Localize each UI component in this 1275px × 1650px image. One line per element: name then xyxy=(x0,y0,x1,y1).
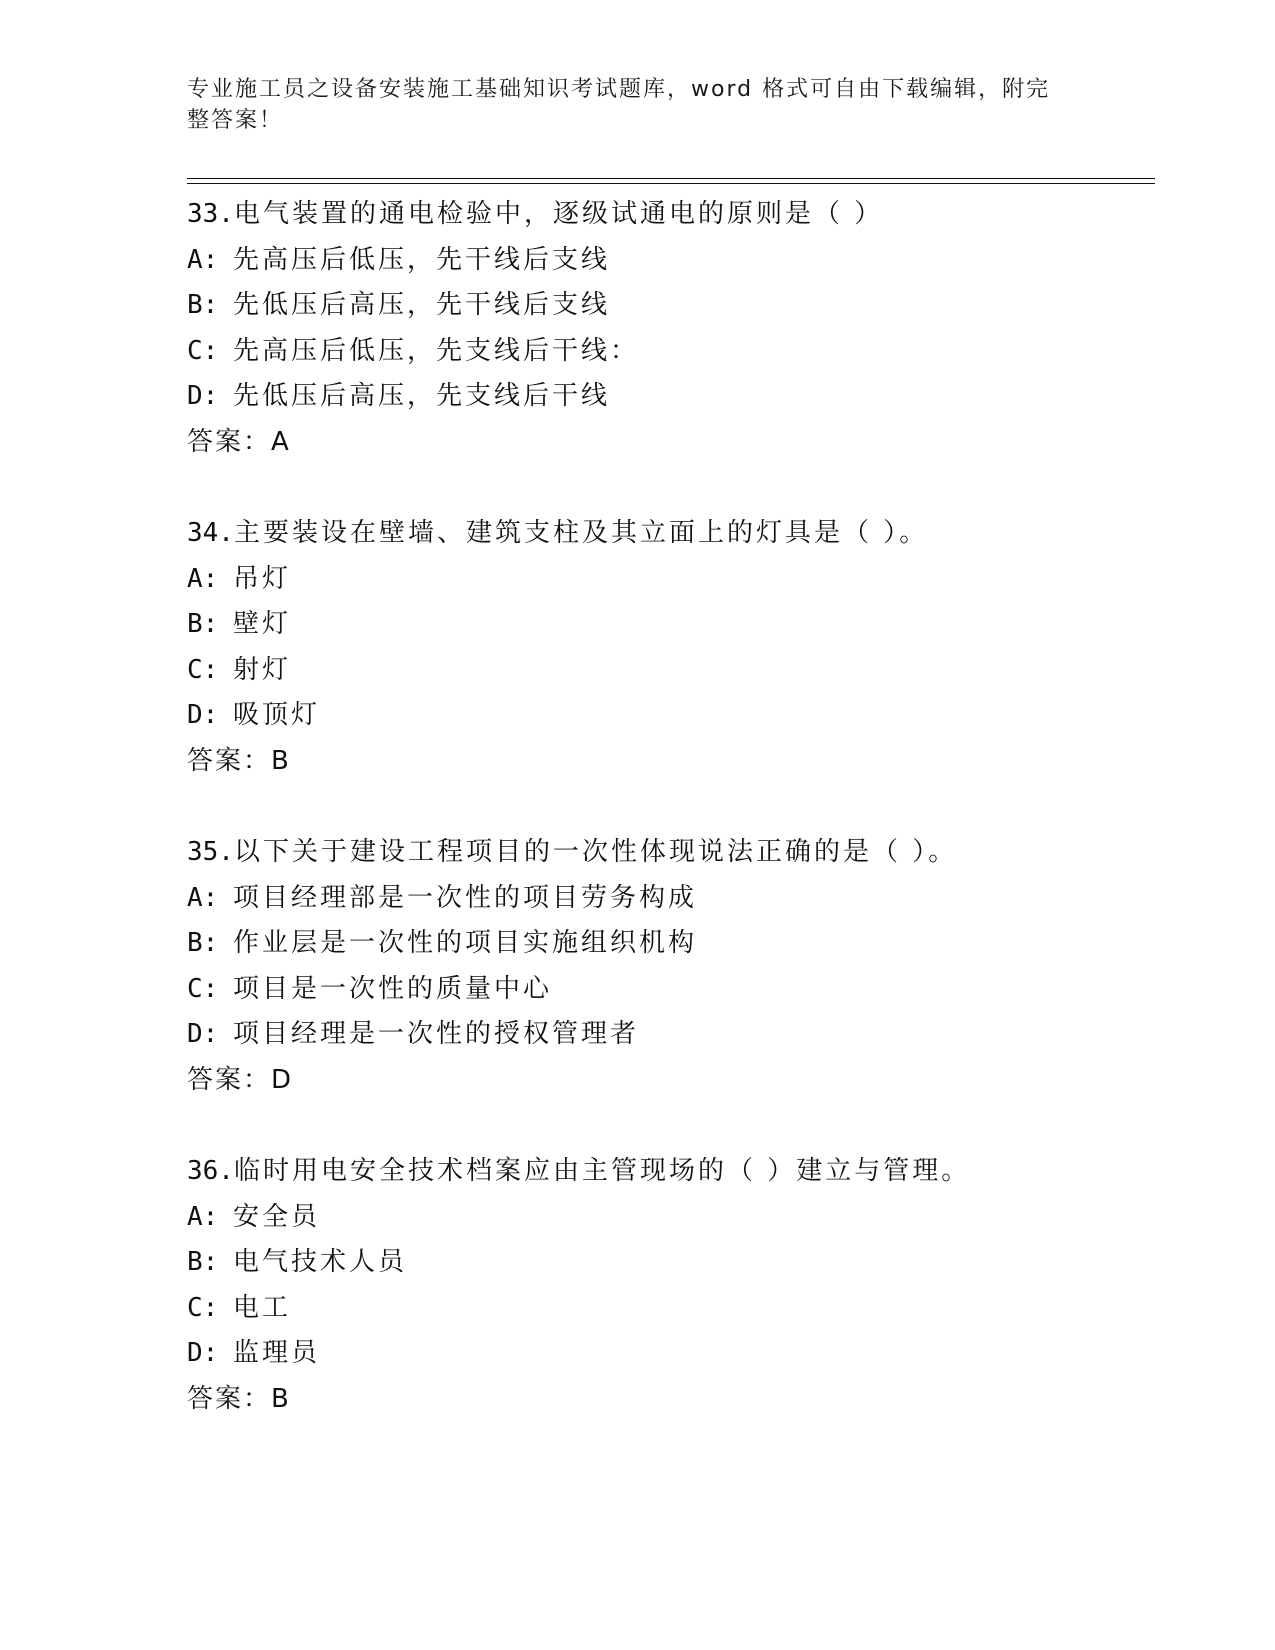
option-text: 先高压后低压，先支线后干线： xyxy=(233,335,640,366)
answer-label: 答案： xyxy=(187,1383,272,1414)
option-text: 先高压后低压，先干线后支线 xyxy=(233,244,611,275)
option-a xyxy=(187,238,1147,284)
option-text: 项目经理是一次性的授权管理者 xyxy=(233,1019,640,1050)
option-d xyxy=(187,1331,1147,1377)
option-c xyxy=(187,648,1147,694)
option-text: 电气技术人员 xyxy=(233,1247,408,1278)
option-letter: C: xyxy=(187,654,219,685)
option-text: 壁灯 xyxy=(233,609,292,640)
question-block xyxy=(187,511,1147,785)
answer-label: 答案： xyxy=(187,745,272,776)
question-block xyxy=(187,192,1147,466)
option-text: 吊灯 xyxy=(233,563,292,594)
question-stem xyxy=(187,192,1147,238)
option-letter: C: xyxy=(187,1292,219,1323)
option-text: 射灯 xyxy=(233,654,292,685)
option-text: 电工 xyxy=(233,1292,292,1323)
option-letter: B: xyxy=(187,1247,219,1278)
option-d xyxy=(187,693,1147,739)
question-text: 电气装置的通电检验中，逐级试通电的原则是（ ） xyxy=(233,199,884,229)
question-text: 临时用电安全技术档案应由主管现场的（ ）建立与管理。 xyxy=(233,1156,971,1186)
question-block xyxy=(187,830,1147,1104)
option-letter: C: xyxy=(187,335,219,366)
option-text: 项目经理部是一次性的项目劳务构成 xyxy=(233,882,698,913)
answer-line xyxy=(187,1377,1147,1423)
option-c xyxy=(187,1286,1147,1332)
option-c xyxy=(187,967,1147,1013)
answer-value: A xyxy=(271,426,289,457)
question-block xyxy=(187,1149,1147,1423)
option-letter: A: xyxy=(187,882,219,913)
option-a xyxy=(187,557,1147,603)
question-text: 主要装设在壁墙、建筑支柱及其立面上的灯具是（ ）。 xyxy=(233,518,929,548)
option-text: 作业层是一次性的项目实施组织机构 xyxy=(233,928,698,959)
option-text: 监理员 xyxy=(233,1338,321,1369)
option-text: 吸顶灯 xyxy=(233,700,321,731)
option-letter: D: xyxy=(187,1338,219,1369)
answer-value: B xyxy=(271,1383,289,1414)
question-stem xyxy=(187,830,1147,876)
question-stem xyxy=(187,511,1147,557)
option-a xyxy=(187,876,1147,922)
document-header: 专业施工员之设备安装施工基础知识考试题库，word 格式可自由下载编辑，附完整答案！ xyxy=(187,77,1051,133)
option-letter: D: xyxy=(187,381,219,412)
question-text: 以下关于建设工程项目的一次性体现说法正确的是（ ）。 xyxy=(233,837,958,867)
option-letter: D: xyxy=(187,700,219,731)
option-letter: B: xyxy=(187,609,219,640)
question-number: 36. xyxy=(187,1156,234,1186)
option-letter: A: xyxy=(187,1201,219,1232)
option-b xyxy=(187,921,1147,967)
option-letter: B: xyxy=(187,928,219,959)
question-stem xyxy=(187,1149,1147,1195)
answer-line xyxy=(187,739,1147,785)
option-letter: A: xyxy=(187,563,219,594)
option-text: 安全员 xyxy=(233,1201,321,1232)
answer-label: 答案： xyxy=(187,1064,272,1095)
option-letter: C: xyxy=(187,973,219,1004)
option-letter: B: xyxy=(187,290,219,321)
option-text: 项目是一次性的质量中心 xyxy=(233,973,553,1004)
option-text: 先低压后高压，先干线后支线 xyxy=(233,290,611,321)
option-a xyxy=(187,1195,1147,1241)
option-text: 先低压后高压，先支线后干线 xyxy=(233,381,611,412)
answer-line xyxy=(187,1058,1147,1104)
question-number: 35. xyxy=(187,837,234,867)
option-c xyxy=(187,329,1147,375)
option-b xyxy=(187,602,1147,648)
answer-line xyxy=(187,420,1147,466)
option-d xyxy=(187,374,1147,420)
header-divider-bottom xyxy=(187,183,1155,184)
option-b xyxy=(187,1240,1147,1286)
question-number: 34. xyxy=(187,518,234,548)
option-d xyxy=(187,1012,1147,1058)
answer-value: D xyxy=(271,1064,292,1095)
option-letter: A: xyxy=(187,244,219,275)
answer-label: 答案： xyxy=(187,426,272,457)
header-divider-top xyxy=(187,178,1155,179)
option-letter: D: xyxy=(187,1019,219,1050)
option-b xyxy=(187,283,1147,329)
answer-value: B xyxy=(271,745,289,776)
question-number: 33. xyxy=(187,199,234,229)
